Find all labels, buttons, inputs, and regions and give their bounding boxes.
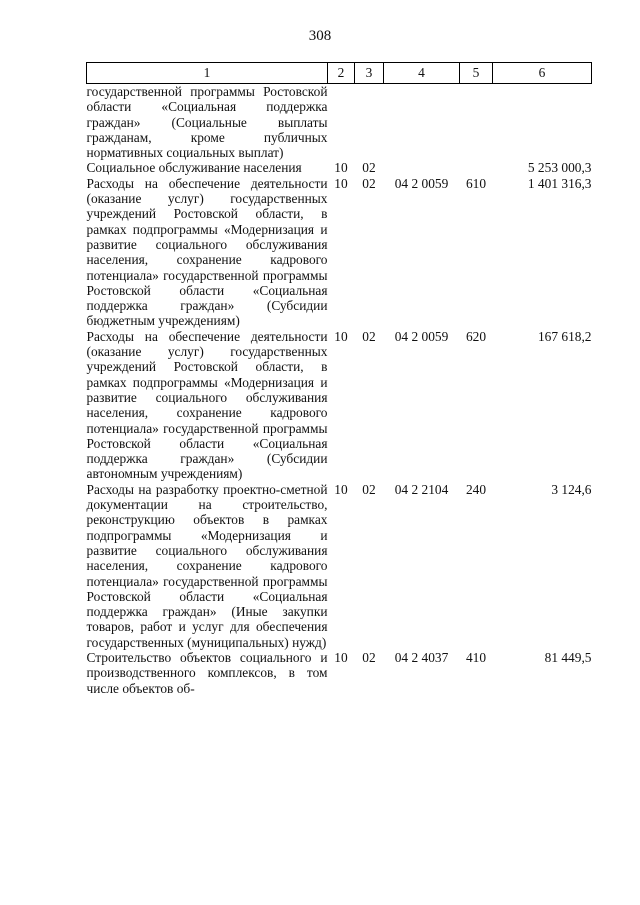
table-row: [87, 329, 592, 482]
table-row: [87, 84, 592, 161]
row-target-article: 04 2 0059: [394, 175, 449, 191]
budget-table: [86, 62, 592, 696]
row-expense-type: 410: [465, 649, 487, 665]
row-subsection: 02: [362, 160, 376, 176]
row-section: 10: [334, 328, 348, 344]
table-header-row: [87, 63, 592, 84]
row-description: Расходы на обеспечение деятельности (оказание услуг) государственных учреждений Ростовской области, в рамках подпрограммы «Модернизация и развитие социального обслуживания населения, сохранение кадрового потенциала» государственной программы Ростовской области «Социальная поддержка граждан» (Субсидии автономным учреждениям): [86, 328, 328, 482]
column-header-4: 4: [384, 63, 460, 84]
row-section: 10: [334, 160, 348, 176]
row-description: государственной программы Ростовской области «Социальная поддержка граждан» (Социальные выплаты гражданам, кроме публичных нормативных социальных выплат): [86, 84, 328, 161]
row-amount: 1 401 316,3: [527, 175, 592, 191]
row-section: 10: [334, 481, 348, 497]
table-row: [87, 176, 592, 329]
column-header-6: 6: [493, 63, 592, 84]
row-amount: 3 124,6: [551, 481, 592, 497]
table-row: [87, 650, 592, 696]
row-amount: [493, 84, 592, 161]
row-subsection: 02: [362, 649, 376, 665]
row-section: 10: [334, 175, 348, 191]
row-description: Социальное обслуживание населения: [86, 160, 302, 176]
row-target-article: 04 2 4037: [394, 649, 449, 665]
table-row: [87, 160, 592, 175]
table-row: [87, 482, 592, 650]
row-expense-type: 610: [465, 175, 487, 191]
page-number: 308: [308, 28, 332, 44]
row-expense-type: [460, 84, 493, 161]
row-subsection: [355, 84, 384, 161]
row-target-article: 04 2 2104: [394, 481, 449, 497]
column-header-2: 2: [328, 63, 355, 84]
column-header-1: 1: [87, 63, 328, 84]
row-description: Строительство объектов социального и производственного комплексов, в том числе объектов об-: [86, 649, 328, 696]
row-expense-type: 240: [465, 481, 487, 497]
row-subsection: 02: [362, 175, 376, 191]
column-header-5: 5: [460, 63, 493, 84]
column-header-3: 3: [355, 63, 384, 84]
row-expense-type: [460, 160, 493, 175]
row-description: Расходы на разработку проектно-сметной документации на строительство, реконструкцию объектов в рамках подпрограммы «Модернизация и развитие социального обслуживания населения, сохранение кадрового потенциала» государственной программы Ростовской области «Социальная поддержка граждан» (Иные закупки товаров, работ и услуг для обеспечения государственных (муниципальных) нужд): [86, 481, 328, 650]
row-amount: 5 253 000,3: [527, 160, 592, 176]
row-section: [328, 84, 355, 161]
row-target-article: 04 2 0059: [394, 328, 449, 344]
row-target-article: [384, 160, 460, 175]
row-section: 10: [334, 649, 348, 665]
row-description: Расходы на обеспечение деятельности (оказание услуг) государственных учреждений Ростовской области, в рамках подпрограммы «Модернизация и развитие социального обслуживания населения, сохранение кадрового потенциала» государственной программы Ростовской области «Социальная поддержка граждан» (Субсидии бюджетным учреждениям): [86, 175, 328, 329]
row-expense-type: 620: [465, 328, 487, 344]
row-amount: 167 618,2: [537, 328, 592, 344]
row-subsection: 02: [362, 481, 376, 497]
row-amount: 81 449,5: [544, 649, 592, 665]
row-target-article: [384, 84, 460, 161]
row-subsection: 02: [362, 328, 376, 344]
